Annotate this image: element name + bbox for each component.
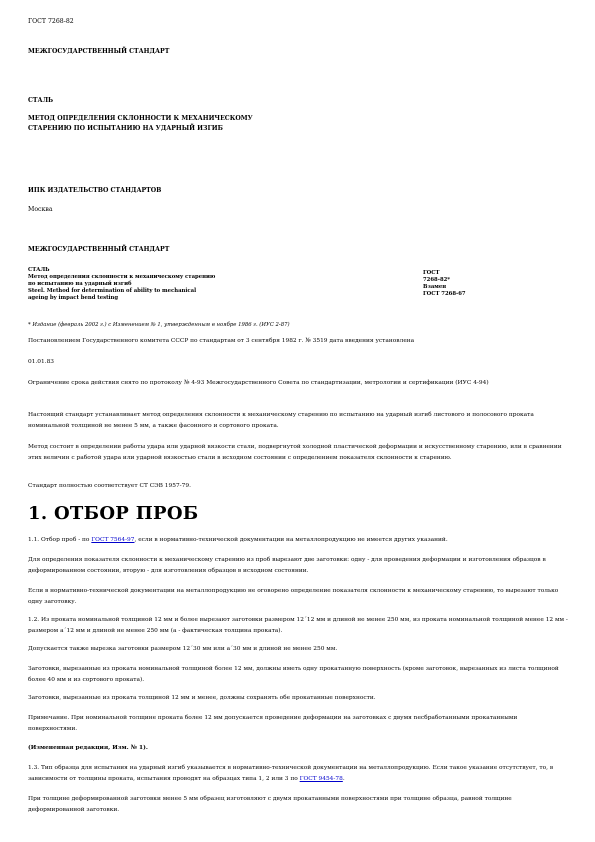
paragraph-text: , если в нормативно-технической документации на металлопродукцию не имеется других указаний. <box>134 537 448 543</box>
intro-paragraph: Стандарт полностью соответствует СТ СЭВ 1957-79. <box>28 483 191 489</box>
amendment-note: (Измененная редакция, Изм. № 1). <box>28 745 148 751</box>
title-block-right-line: Взамен <box>423 283 447 290</box>
title-block-right-line: ГОСТ 7268-67 <box>423 290 466 297</box>
paragraph-text: 1.1. Отбор проб - по <box>28 537 92 543</box>
section-paragraph-1-3 <box>28 763 568 785</box>
steel-heading: СТАЛЬ <box>28 97 54 104</box>
gost-9454-link[interactable]: ГОСТ 9454-78 <box>299 776 343 782</box>
title-block-left-line: ageing by impact bend testing <box>28 294 119 301</box>
section-paragraph: Допускается также вырезка заготовки размером 12´30 мм или a´30 мм и длиной не менее 250 мм. <box>28 646 338 652</box>
restriction-paragraph: Ограничение срока действия снято по протоколу № 4-93 Межгосударственного Совета по стандартизации, метрологии и сертификации (ИУС 4-94) <box>28 380 489 386</box>
intro-paragraph: Метод состоит в определении работы удара или ударной вязкости стали, подвергнутой холодной пластической деформации и искусственному старению, или в сравнении этих величин с работой удара или ударной вязкостью стали в исходном состоянии с определением показателя склонности к старению. <box>28 444 562 461</box>
title-block-right-line: 7268-82* <box>423 276 451 283</box>
title-block-left-line: Steel. Method for determination of ability to mechanical <box>28 287 197 294</box>
title-block-left-line: СТАЛЬ <box>28 267 50 273</box>
title-block-left-line: Метод определения склонности к механическому старению <box>28 273 216 280</box>
note-paragraph: Примечание. При номинальной толщине проката более 12 мм допускается проведение деформации на заготовках с двумя necбработанными прокатанными поверхностями. <box>28 715 518 732</box>
title-block-right-line: ГОСТ <box>423 270 440 276</box>
decree-paragraph: Постановлением Государственного комитета СССР по стандартам от 3 сентября 1982 г. № 3519 дата введения установлена <box>28 338 415 344</box>
section-title: 1. ОТБОР ПРОБ <box>28 503 199 524</box>
paragraph-text: . <box>342 776 345 782</box>
title-block-right <box>423 270 466 298</box>
publisher: ИПК ИЗДАТЕЛЬСТВО СТАНДАРТОВ <box>28 187 162 194</box>
section-paragraph: Если в нормативно-технической документации на металлопродукцию не оговорено определение показателя склонности к механическому старению, то вырезают только одну заготовку. <box>28 588 559 605</box>
paragraph-text: 1.3. Тип образца для испытания на ударный изгиб указывается в нормативно-технической документации на металлопродукцию. Если такое указание отсутствует, то, в зависимости от толщины проката, испытания проводят на образцах типа 1, 2 или 3 по <box>28 765 554 782</box>
gost-7564-link[interactable]: ГОСТ 7564-97 <box>91 537 135 543</box>
section-paragraph: Заготовки, вырезанные из проката номинальной толщиной более 12 мм, должны иметь одну прокатанную поверхность (кроме заготовок, вырезанных из листа толщиной более 40 мм и из сортового проката). <box>28 666 559 683</box>
section-paragraph: Заготовки, вырезанные из проката толщиной 12 мм и менее, должны сохранять обе прокатанные поверхности. <box>28 695 376 701</box>
title-line-2: СТАРЕНИЮ ПО ИСПЫТАНИЮ НА УДАРНЫЙ ИЗГИБ <box>28 125 223 132</box>
introduction-date: 01.01.83 <box>28 359 55 365</box>
interstate-standard-heading: МЕЖГОСУДАРСТВЕННЫЙ СТАНДАРТ <box>28 48 170 55</box>
title-line-1: МЕТОД ОПРЕДЕЛЕНИЯ СКЛОННОСТИ К МЕХАНИЧЕСКОМУ <box>28 115 253 122</box>
section-paragraph: Для определения показателя склонности к механическому старению из проб вырезают две заготовки: одну - для проведения деформации и изготовления образцов в деформированном состоянии, вторую - для изготовления образцов в исходном состоянии. <box>28 557 546 574</box>
section-paragraph: При толщине деформированной заготовки менее 5 мм образец изготовляют с двумя прокатанными поверхностями при толщине образца, равной толщине деформированной заготовки. <box>28 796 512 813</box>
title-block-left <box>28 267 215 302</box>
city: Москва <box>28 206 53 213</box>
interstate-standard-heading-2: МЕЖГОСУДАРСТВЕННЫЙ СТАНДАРТ <box>28 246 170 253</box>
section-paragraph-1-1 <box>28 535 568 546</box>
intro-paragraph: Настоящий стандарт устанавливает метод определения склонности к механическому старению по испытанию на ударный изгиб листового и полосового проката номинальной толщиной не менее 5 мм, а также фасонного и сортового проката. <box>28 412 534 429</box>
section-paragraph-1-2: 1.2. Из проката номинальной толщиной 12 мм и более вырезают заготовки размером 12´12 мм и длиной не менее 250 мм, из проката номинальной толщиной менее 12 мм - размером a´12 мм и длиной не менее 250 мм (a - фактическая толщина проката). <box>28 617 568 634</box>
edition-note: * Издание (февраль 2002 г.) с Изменением № 1, утвержденным в ноябре 1986 г. (ИУС 2-87) <box>28 322 290 328</box>
gost-number: ГОСТ 7268-82 <box>28 18 74 25</box>
title-block-left-line: по испытанию на ударный изгиб <box>28 280 132 287</box>
